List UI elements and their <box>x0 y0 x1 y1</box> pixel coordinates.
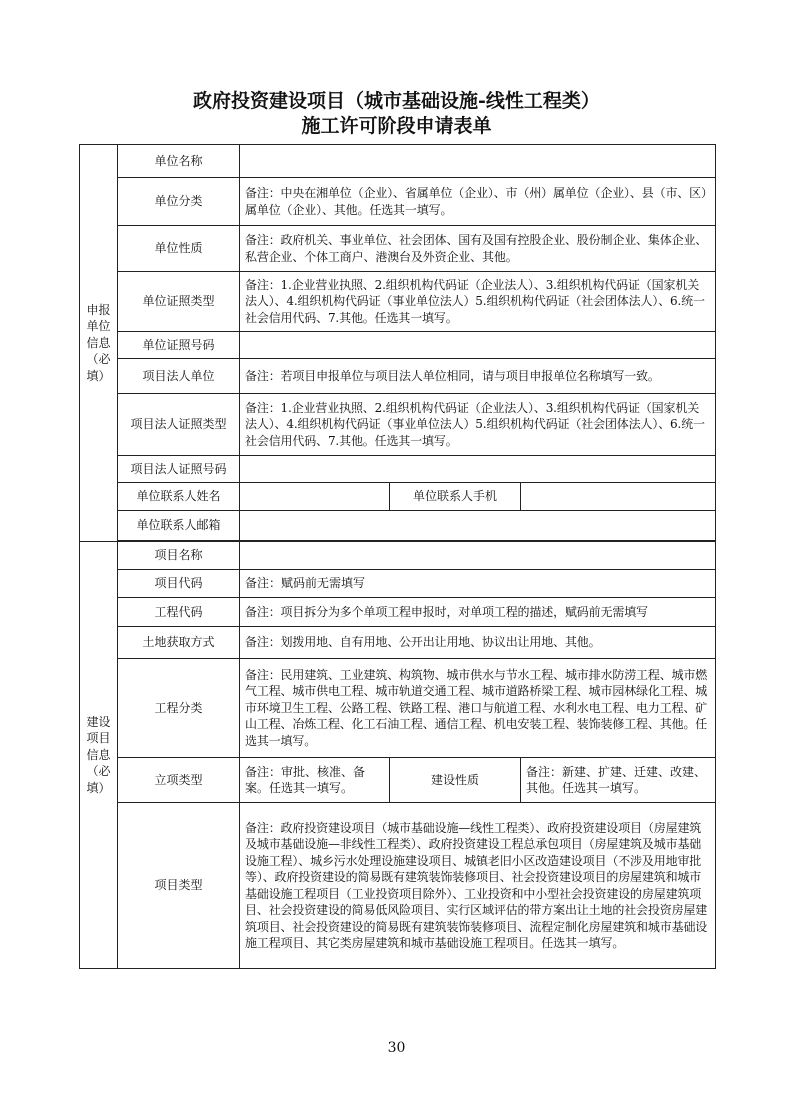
table-row <box>80 598 716 627</box>
table-row <box>80 758 716 803</box>
label-unit-category: 单位分类 <box>118 178 240 226</box>
field-unit-cert-type[interactable]: 备注：1.企业营业执照、2.组织机构代码证（企业法人）、3.组织机构代码证（国家机关法人）、4.组织机构代码证（事业单位法人）5.组织机构代码证（社会团体法人）、6.统一社会信用代码、7.其他。任选其一填写。 <box>240 272 716 332</box>
label-construction-nature: 建设性质 <box>390 758 521 803</box>
page-number: 30 <box>387 1040 406 1056</box>
label-project-name: 项目名称 <box>118 542 240 570</box>
table-row <box>80 178 716 226</box>
form-title-line1: 政府投资建设项目（城市基础设施-线性工程类） <box>193 90 600 112</box>
field-legal-cert-number[interactable] <box>240 456 716 483</box>
label-project-code: 项目代码 <box>118 570 240 598</box>
table-row <box>80 659 716 758</box>
label-contact-phone: 单位联系人手机 <box>390 483 521 511</box>
field-construction-nature[interactable]: 备注：新建、扩建、迁建、改建、其他。任选其一填写。 <box>521 758 716 803</box>
field-engineering-code[interactable]: 备注：项目拆分为多个单项工程申报时，对单项工程的描述，赋码前无需填写 <box>240 598 716 627</box>
table-row <box>80 483 716 511</box>
field-project-legal-unit[interactable]: 备注：若项目申报单位与项目法人单位相同，请与项目申报单位名称填写一致。 <box>240 359 716 394</box>
label-unit-cert-type: 单位证照类型 <box>118 272 240 332</box>
label-engineering-category: 工程分类 <box>118 659 240 758</box>
label-contact-email: 单位联系人邮箱 <box>118 511 240 541</box>
field-contact-name[interactable] <box>240 483 390 511</box>
field-legal-cert-type[interactable]: 备注：1.企业营业执照、2.组织机构代码证（企业法人）、3.组织机构代码证（国家机关法人）、4.组织机构代码证（事业单位法人）5.组织机构代码证（社会团体法人）、6.统一社会信用代码、7.其他。任选其一填写。 <box>240 394 716 456</box>
table-row <box>80 359 716 394</box>
table-row <box>80 145 716 178</box>
section-label-applicant: 申报 单位 信息 （必 填） <box>80 145 118 542</box>
field-project-code[interactable]: 备注：赋码前无需填写 <box>240 570 716 598</box>
table-row <box>80 272 716 332</box>
table-row <box>80 226 716 272</box>
field-unit-cert-number[interactable] <box>240 332 716 359</box>
label-project-legal-unit: 项目法人单位 <box>118 359 240 394</box>
label-approval-type: 立项类型 <box>118 758 240 803</box>
label-contact-name: 单位联系人姓名 <box>118 483 240 511</box>
table-row <box>80 542 716 570</box>
field-unit-name[interactable] <box>240 145 716 178</box>
field-unit-nature[interactable]: 备注：政府机关、事业单位、社会团体、国有及国有控股企业、股份制企业、集体企业、私营企业、个体工商户、港澳台及外资企业、其他。 <box>240 226 716 272</box>
label-legal-cert-number: 项目法人证照号码 <box>118 456 240 483</box>
label-land-acquisition: 土地获取方式 <box>118 627 240 659</box>
table-row <box>80 803 716 969</box>
field-engineering-category[interactable]: 备注：民用建筑、工业建筑、构筑物、城市供水与节水工程、城市排水防涝工程、城市燃气工程、城市供电工程、城市轨道交通工程、城市道路桥梁工程、城市园林绿化工程、城市环境卫生工程、公路工程、铁路工程、港口与航道工程、水利水电工程、电力工程、矿山工程、冶炼工程、化工石油工程、通信工程、机电安装工程、装饰装修工程、其他。任选其一填写。 <box>240 659 716 758</box>
label-unit-name: 单位名称 <box>118 145 240 178</box>
label-engineering-code: 工程代码 <box>118 598 240 627</box>
field-unit-category[interactable]: 备注：中央在湘单位（企业）、省属单位（企业）、市（州）属单位（企业）、县（市、区）属单位（企业）、其他。任选其一填写。 <box>240 178 716 226</box>
table-row <box>80 570 716 598</box>
table-row <box>80 332 716 359</box>
form-title-line2: 施工许可阶段申请表单 <box>301 115 492 137</box>
label-legal-cert-type: 项目法人证照类型 <box>118 394 240 456</box>
field-project-name[interactable] <box>240 542 716 570</box>
table-row <box>80 456 716 483</box>
field-contact-phone[interactable] <box>521 483 716 511</box>
field-land-acquisition[interactable]: 备注：划拨用地、自有用地、公开出让用地、协议出让用地、其他。 <box>240 627 716 659</box>
field-project-type[interactable]: 备注：政府投资建设项目（城市基础设施—线性工程类）、政府投资建设项目（房屋建筑及城市基础设施—非线性工程类）、政府投资建设工程总承包项目（房屋建筑及城市基础设施工程）、城乡污水处理设施建设项目、城镇老旧小区改造建设项目（不涉及用地审批等）、政府投资建设的简易既有建筑装饰装修项目、社会投资建设项目的房屋建筑和城市基础设施工程项目（工业投资项目除外）、工业投资和中小型社会投资建设的房屋建筑项目、社会投资建设的简易低风险项目、实行区域评估的带方案出让土地的社会投资房屋建筑项目、社会投资建设的简易既有建筑装饰装修项目、流程定制化房屋建筑和城市基础设施工程项目、其它类房屋建筑和城市基础设施工程项目。任选其一填写。 <box>240 803 716 969</box>
table-row <box>80 627 716 659</box>
table-row <box>80 394 716 456</box>
table-row <box>80 511 716 541</box>
label-project-type: 项目类型 <box>118 803 240 969</box>
application-form-table <box>79 144 716 969</box>
field-approval-type[interactable]: 备注：审批、核准、备案。任选其一填写。 <box>240 758 390 803</box>
section-label-project: 建设 项目 信息 （必 填） <box>80 542 118 969</box>
field-contact-email[interactable] <box>240 511 716 541</box>
label-unit-nature: 单位性质 <box>118 226 240 272</box>
label-unit-cert-number: 单位证照号码 <box>118 332 240 359</box>
